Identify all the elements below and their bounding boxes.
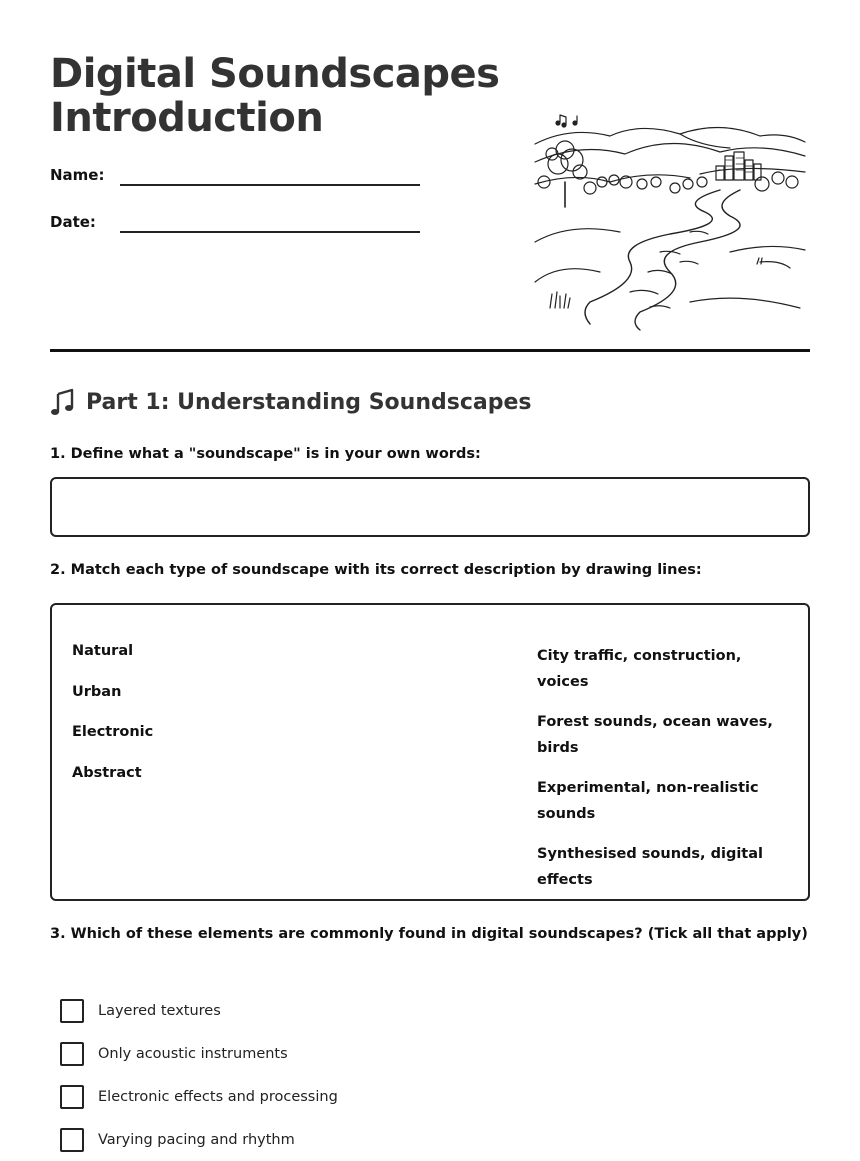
checklist-label: Electronic effects and processing	[98, 1088, 338, 1105]
elements-checklist	[60, 989, 338, 1161]
matching-box	[50, 603, 810, 901]
question-1: 1. Define what a "soundscape" is in your own words:	[50, 446, 481, 462]
match-descriptions-column	[537, 643, 787, 907]
checkbox[interactable]	[60, 1042, 84, 1066]
checkbox[interactable]	[60, 1085, 84, 1109]
part1-heading	[50, 388, 531, 416]
title-line-2: Introduction	[50, 95, 324, 141]
name-label: Name:	[50, 166, 105, 184]
checkbox[interactable]	[60, 1128, 84, 1152]
checklist-item	[60, 1032, 338, 1075]
match-description[interactable]: Experimental, non-realistic sounds	[537, 780, 759, 822]
match-terms-column	[72, 643, 153, 805]
date-label: Date:	[50, 213, 96, 231]
checklist-label: Layered textures	[98, 1002, 221, 1019]
date-field-row	[50, 213, 420, 243]
worksheet-title	[50, 52, 499, 140]
match-term[interactable]: Electronic	[72, 724, 154, 740]
match-description[interactable]: Synthesised sounds, digital effects	[537, 846, 763, 888]
music-note-icon	[50, 388, 76, 416]
definition-answer-box[interactable]	[50, 477, 810, 537]
header-divider	[50, 349, 810, 352]
match-term[interactable]: Natural	[72, 643, 134, 659]
part1-title: Part 1: Understanding Soundscapes	[86, 389, 532, 415]
match-description[interactable]: City traffic, construction, voices	[537, 648, 742, 690]
checklist-item	[60, 989, 338, 1032]
match-term[interactable]: Urban	[72, 683, 122, 700]
match-description[interactable]: Forest sounds, ocean waves, birds	[537, 714, 773, 756]
checklist-item	[60, 1075, 338, 1118]
checkbox[interactable]	[60, 999, 84, 1023]
name-field-row	[50, 166, 420, 196]
match-term[interactable]: Abstract	[72, 764, 142, 781]
checklist-label: Varying pacing and rhythm	[98, 1131, 295, 1148]
date-input-line[interactable]	[120, 231, 420, 233]
name-input-line[interactable]	[120, 184, 420, 186]
checklist-item	[60, 1118, 338, 1161]
checklist-label: Only acoustic instruments	[98, 1045, 288, 1062]
question-2: 2. Match each type of soundscape with its correct description by drawing lines:	[50, 562, 702, 578]
question-3: 3. Which of these elements are commonly found in digital soundscapes? (Tick all that apply)	[50, 926, 808, 942]
title-line-1: Digital Soundscapes	[50, 51, 500, 97]
landscape-illustration	[530, 112, 810, 332]
